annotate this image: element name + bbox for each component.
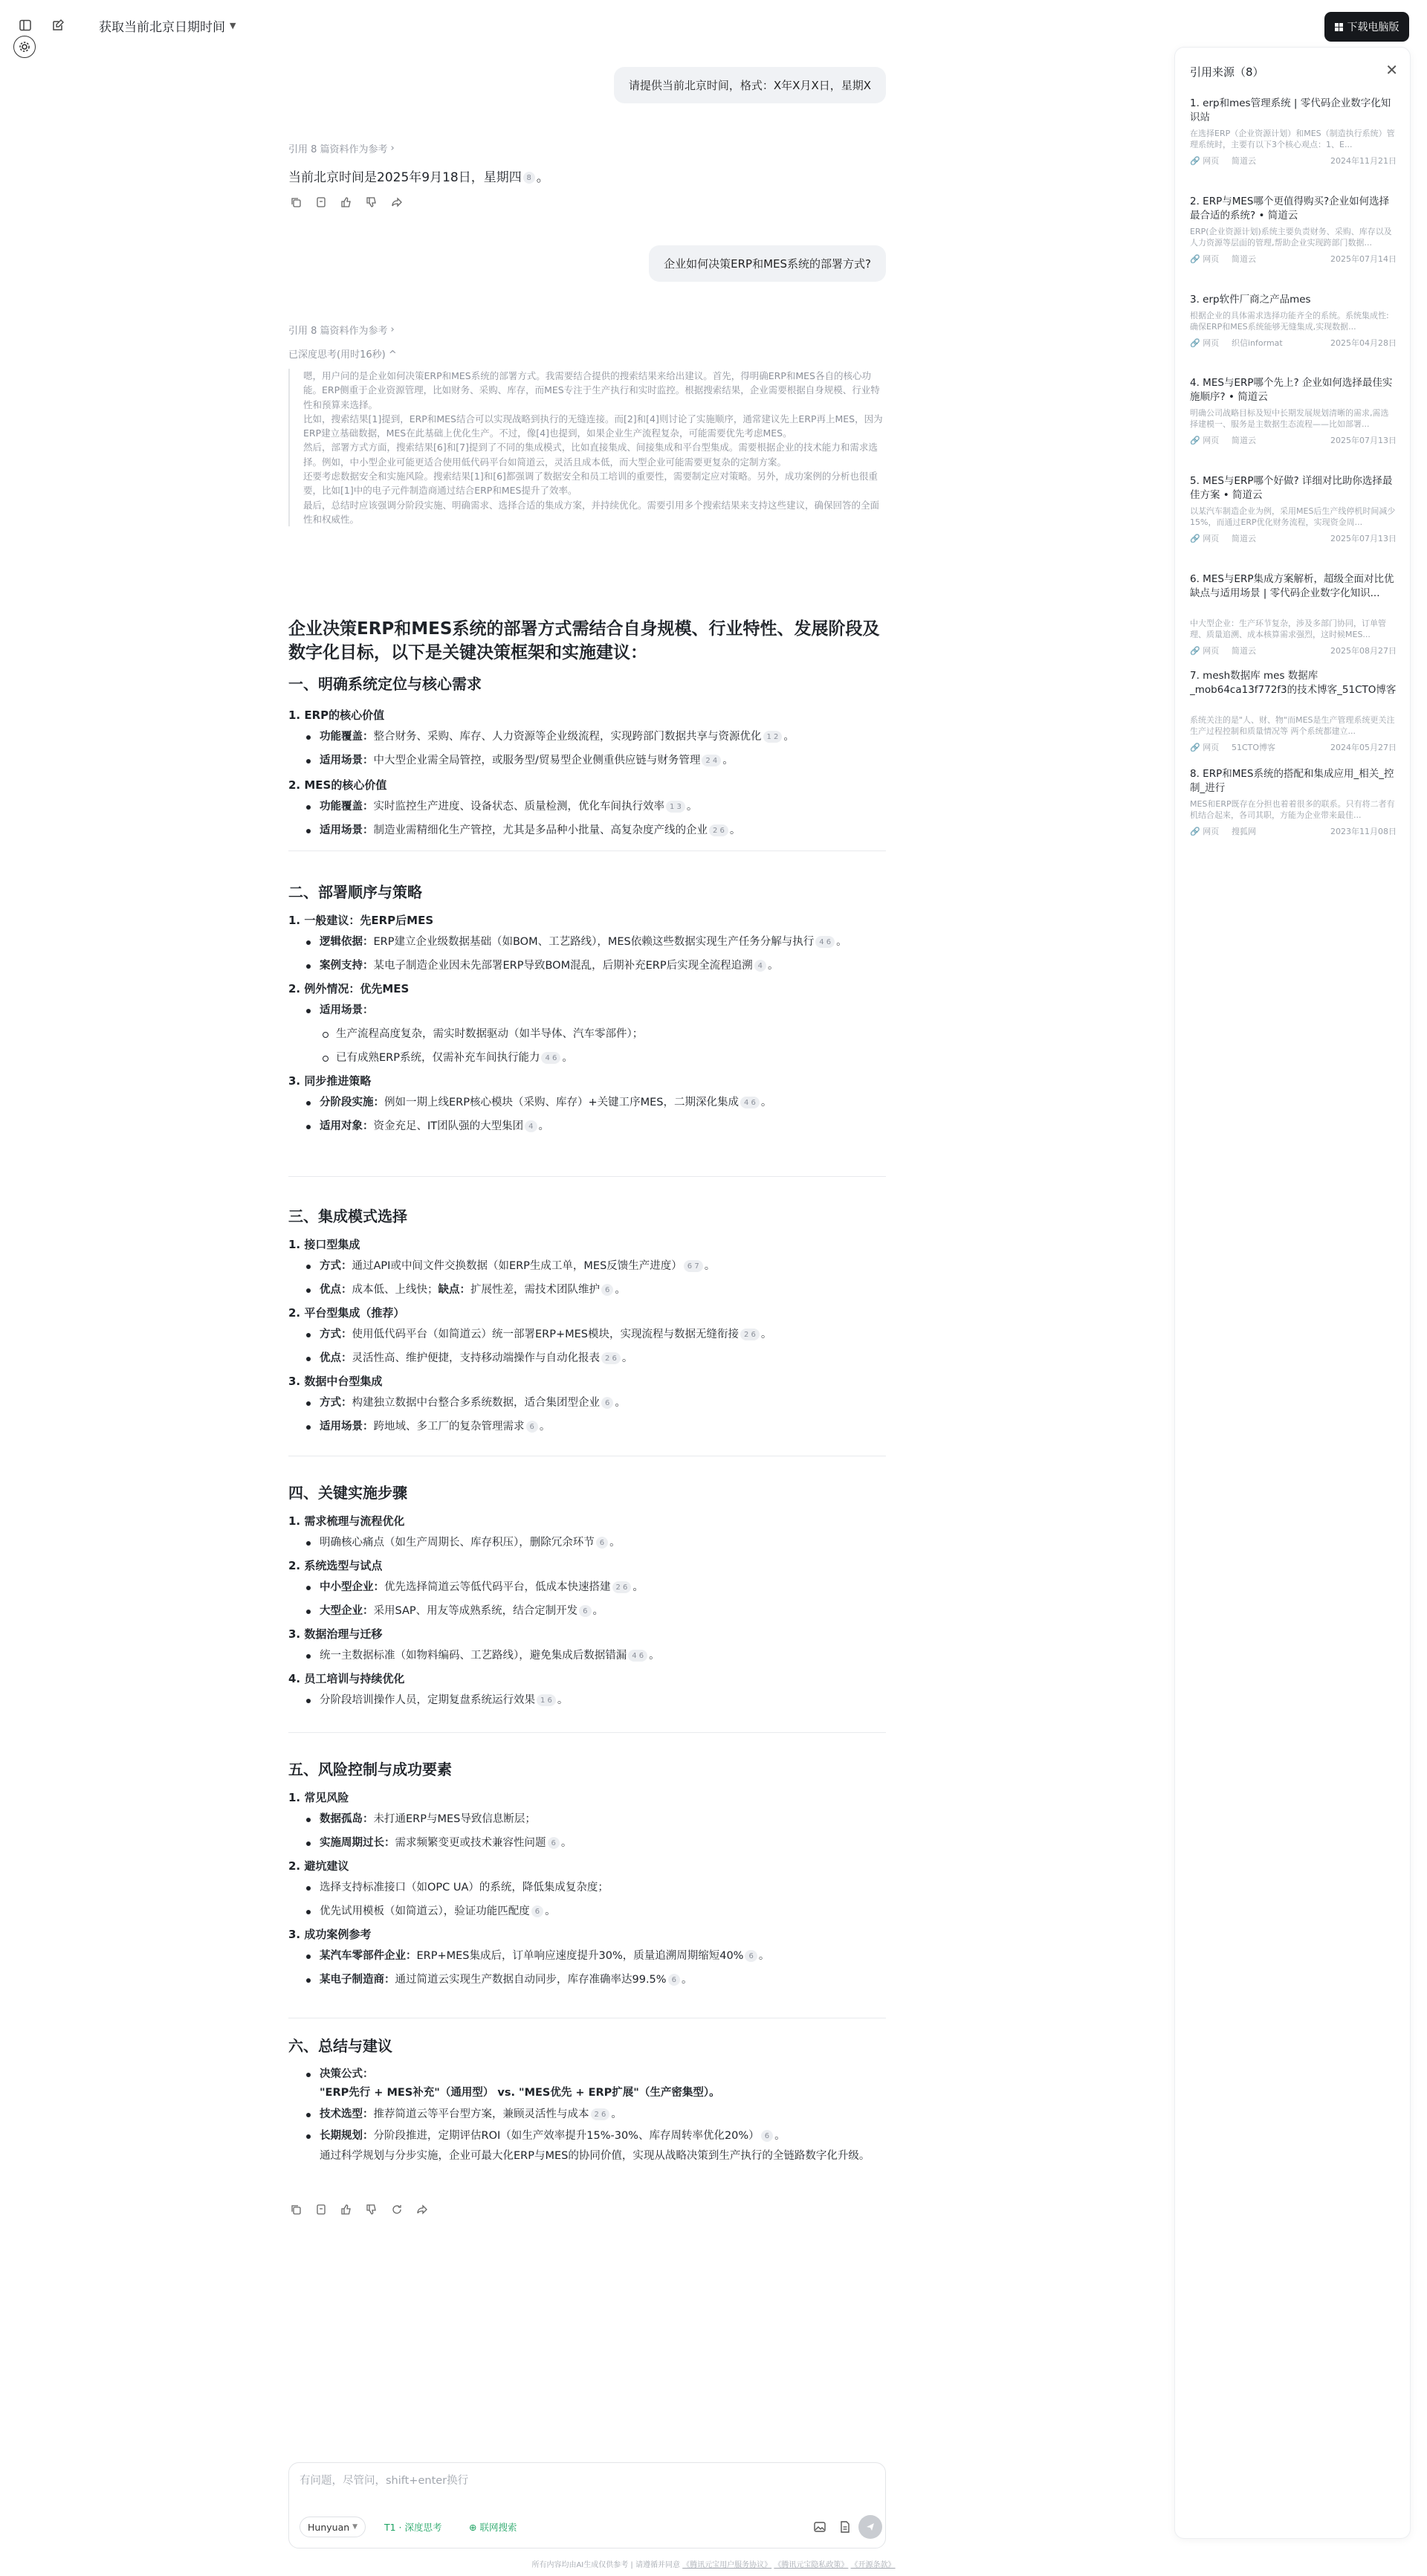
- thinking-content: [288, 369, 886, 526]
- list-item: 案例支持：某电子制造企业因未先部署ERP导致BOM混乱，后期补充ERP后实现全流程追溯 4 。: [288, 958, 886, 975]
- answer-1: 当前北京时间是2025年9月18日，星期四 8 。: [288, 170, 549, 185]
- source-meta: [1190, 741, 1397, 753]
- thinking-paragraph: 嗯，用户问的是企业如何决策ERP和MES系统的部署方式。我需要结合提供的搜索结果来给出建议。首先，得明确ERP和MES各自的核心功能。ERP侧重于企业资源管理，比如财务、采购、库存，而MES专注于生产执行和实时监控。根据搜索结果，企业需要根据自身规模、行业特性和预算来选择。: [303, 370, 880, 410]
- send-button[interactable]: [858, 2515, 882, 2539]
- link-icon: 🔗: [1190, 436, 1200, 445]
- deep-thinking-label: 已深度思考(用时16秒): [288, 349, 386, 361]
- thinking-paragraph: 最后，总结时应该强调分阶段实施、明确需求、选择合适的集成方案，并持续优化。需要引用多个搜索结果来支持这些建议，确保回答的全面性和权威性。: [303, 499, 880, 525]
- link-icon: 🔗: [1190, 338, 1200, 348]
- divider: [288, 850, 886, 851]
- share-icon[interactable]: [389, 195, 404, 210]
- item-label: 适用对象：: [320, 1120, 374, 1132]
- item-text: 某电子制造企业因未先部署ERP导致BOM混乱，后期补充ERP后实现全流程追溯: [373, 960, 753, 972]
- section-summary: [288, 2034, 886, 2165]
- source-item[interactable]: [1190, 97, 1397, 167]
- item-text: 分阶段推进，定期评估ROI（如生产效率提升15%-30%、库存周转率优化20%）: [373, 2130, 760, 2142]
- section-2: [288, 880, 886, 1135]
- item-text: 统一主数据标准（如物料编码、工艺路线），避免集成后数据错漏: [320, 1650, 627, 1662]
- web-search-label: 联网搜索: [479, 2522, 517, 2533]
- subsection-title: 4. 员工培训与持续优化: [288, 1672, 405, 1685]
- deep-think-toggle[interactable]: [377, 2517, 450, 2537]
- item-text: 构建独立数据中台整合多系统数据，适合集团型企业: [352, 1397, 600, 1409]
- source-site: 简道云: [1232, 534, 1256, 543]
- list-item: 实施周期过长：需求频繁变更或技术兼容性问题 6 。: [288, 1835, 886, 1852]
- citation-badge[interactable]: 2 4: [702, 755, 721, 766]
- citation-badge[interactable]: 4 6: [541, 1052, 560, 1064]
- divider: [288, 1176, 886, 1177]
- item-text: 分阶段培训操作人员，定期复盘系统运行效果: [320, 1694, 535, 1706]
- citation-badge[interactable]: 1 3: [666, 801, 685, 813]
- image-upload-icon[interactable]: [809, 2517, 830, 2537]
- source-snippet: 以某汽车制造企业为例，采用MES后生产线停机时间减少15%，而通过ERP优化财务流程，实现资金周...: [1190, 506, 1396, 527]
- list-item: 技术选型：推荐简道云等平台型方案，兼顾灵活性与成本 2 6 。: [288, 2106, 886, 2123]
- item-text: 选择支持标准接口（如OPC UA）的系统，降低集成复杂度；: [320, 1882, 609, 1894]
- source-item[interactable]: [1190, 669, 1397, 753]
- chevron-up-icon: ^: [388, 349, 397, 361]
- section-5: [288, 1757, 886, 1989]
- item-label: 某汽车零部件企业：: [320, 1950, 417, 1962]
- subsection-title: 3. 数据中台型集成: [288, 1375, 383, 1388]
- chat-input[interactable]: 有问题，尽管问，shift+enter换行: [300, 2475, 469, 2487]
- item-label: 技术选型：: [320, 2108, 374, 2120]
- list-item: 优先试用模板（如简道云），验证功能匹配度 6 。: [288, 1903, 886, 1920]
- source-site: 简道云: [1232, 254, 1256, 264]
- item-text: 成本低、上线快；: [352, 1284, 439, 1296]
- source-item[interactable]: [1190, 195, 1397, 265]
- subsection-title: 1. ERP的核心价值: [288, 708, 385, 722]
- source-title: 6. MES与ERP集成方案解析，超级全面对比优缺点与适用场景 | 零代码企业数字化知识...: [1190, 573, 1394, 599]
- source-meta: [1190, 155, 1397, 167]
- item-text: 推荐简道云等平台型方案，兼顾灵活性与成本: [373, 2108, 589, 2120]
- list-item: [288, 1811, 886, 1828]
- citation-badge[interactable]: 2 6: [591, 2108, 610, 2120]
- reference-count[interactable]: [288, 323, 395, 337]
- source-title: 2. ERP与MES哪个更值得购买?企业如何选择最合适的系统? • 简道云: [1190, 196, 1390, 222]
- item-label: 大型企业：: [320, 1605, 374, 1617]
- link-icon: 🔗: [1190, 254, 1200, 264]
- citation-badge[interactable]: 4 6: [815, 936, 835, 948]
- deep-think-label: T1 · 深度思考: [384, 2522, 442, 2533]
- source-title: 5. MES与ERP哪个好做? 详细对比助你选择最佳方案 • 简道云: [1190, 475, 1393, 501]
- source-item[interactable]: [1190, 293, 1397, 349]
- subsection-title: 3. 同步推进策略: [288, 1074, 372, 1088]
- download-label: 下载电脑版: [1347, 22, 1400, 33]
- list-item: 某汽车零部件企业：ERP+MES集成后，订单响应速度提升30%，质量追溯周期缩短40% 6 。: [288, 1948, 886, 1965]
- item-label: 优点：: [320, 1352, 352, 1364]
- citation-badge[interactable]: 6: [761, 2130, 773, 2142]
- item-label: 数据孤岛：: [320, 1813, 374, 1825]
- source-site: 简道云: [1232, 156, 1256, 166]
- new-chat-icon[interactable]: [48, 15, 68, 36]
- source-snippet: 明确公司战略目标及短中长期发展规划清晰的需求,需选择建模一、服务是主数据生态流程——比如部署...: [1190, 408, 1389, 429]
- footer-disclaimer: [0, 2558, 1427, 2569]
- item-text: 明确核心痛点（如生产周期长、库存积压），删除冗余环节: [320, 1537, 595, 1549]
- subsection-title: 2. 系统选型与试点: [288, 1559, 383, 1572]
- item-label: 分阶段实施：: [320, 1097, 384, 1108]
- list-item: 适用场景：制造业需精细化生产管控，尤其是多品种小批量、高复杂度产线的企业 2 6 。: [288, 822, 886, 839]
- subsection-title: 2. 例外情况：优先MES: [288, 982, 410, 995]
- source-type: 网页: [1203, 743, 1220, 752]
- item-label: 方式：: [320, 1260, 352, 1272]
- source-site: 搜狐网: [1232, 827, 1256, 836]
- item-text: 通过简道云实现生产数据自动同步，库存准确率达99.5%: [395, 1974, 667, 1986]
- user-message-text: 企业如何决策ERP和MES系统的部署方式?: [664, 257, 871, 271]
- item-text: 整合财务、采购、库存、人力资源等企业级流程，实现跨部门数据共享与资源优化: [373, 731, 762, 743]
- chevron-right-icon: ›: [390, 143, 395, 154]
- chevron-right-icon: ›: [390, 324, 395, 335]
- item-label: 中小型企业：: [320, 1581, 384, 1593]
- list-item: 分阶段培训操作人员，定期复盘系统运行效果 1 6 。: [288, 1692, 886, 1709]
- download-desktop-button[interactable]: [1324, 12, 1409, 42]
- section-title: 六、总结与建议: [288, 2037, 392, 2055]
- subsection-title: 1. 需求梳理与流程优化: [288, 1514, 405, 1528]
- sources-title: 引用来源（8）: [1190, 65, 1264, 79]
- source-meta: [1190, 645, 1397, 656]
- citation-badge[interactable]: 6: [601, 1397, 613, 1409]
- list-item: 某电子制造商：通过简道云实现生产数据自动同步，库存准确率达99.5% 6 。: [288, 1972, 886, 1989]
- item-text: 生产流程高度复杂，需实时数据驱动（如半导体、汽车零部件）；: [336, 1028, 644, 1040]
- source-date: 2024年05月27日: [1330, 743, 1397, 752]
- file-upload-icon[interactable]: [835, 2517, 855, 2537]
- deep-thinking-toggle[interactable]: [288, 346, 397, 361]
- source-type: 网页: [1203, 534, 1220, 543]
- item-text: 采用SAP、用友等成熟系统，结合定制开发: [373, 1605, 578, 1617]
- source-meta: [1190, 337, 1397, 349]
- model-label: Hunyuan: [308, 2521, 350, 2533]
- source-item[interactable]: [1190, 767, 1397, 837]
- list-item: [288, 2066, 886, 2083]
- section-title: 三、集成模式选择: [288, 1207, 407, 1225]
- item-text: 扩展性差，需技术团队维护: [470, 1284, 600, 1296]
- list-item: [288, 1879, 886, 1897]
- section-3: [288, 1204, 886, 1436]
- source-snippet: 根据企业的具体需求选择功能齐全的系统。系统集成性:确保ERP和MES系统能够无缝集成,实现数据...: [1190, 311, 1389, 332]
- citation-badge[interactable]: 6: [526, 1421, 538, 1433]
- list-item: 大型企业：采用SAP、用友等成熟系统，结合定制开发 6 。: [288, 1603, 886, 1620]
- source-type: 网页: [1203, 156, 1220, 166]
- source-date: 2024年11月21日: [1330, 156, 1397, 166]
- item-text: 需求频繁变更或技术兼容性问题: [395, 1837, 546, 1849]
- source-site: 简道云: [1232, 646, 1256, 656]
- section-4: [288, 1481, 886, 1709]
- list-item: 逻辑依据：ERP建立企业级数据基础（如BOM、工艺路线），MES依赖这些数据实现生产任务分解与执行 4 6 。: [288, 934, 886, 951]
- source-meta: [1190, 532, 1397, 544]
- thinking-paragraph: 比如，搜索结果[1]提到，ERP和MES结合可以实现战略到执行的无缝连接。而[2]和[4]则讨论了实施顺序，通常建议先上ERP再上MES，因为ERP建立基础数据，MES在此基础上优化生产。不过，像[4]也提到，如果企业生产流程复杂，可能需要优先考虑MES。: [303, 413, 883, 439]
- list-item: 长期规划：分阶段推进，定期评估ROI（如生产效率提升15%-30%、库存周转率优化20%） 6 。: [288, 2128, 886, 2145]
- bookmark-icon[interactable]: [314, 2202, 329, 2217]
- item-label: 功能覆盖：: [320, 731, 374, 743]
- list-item: 适用场景：跨地域、多工厂的复杂管理需求 6 。: [288, 1418, 886, 1436]
- section-title: 一、明确系统定位与核心需求: [288, 675, 482, 693]
- item-label: 方式：: [320, 1329, 352, 1340]
- user-message-text: 请提供当前北京时间，格式：X年X月X日，星期X: [628, 79, 871, 92]
- source-site: 简道云: [1232, 436, 1256, 445]
- source-date: 2025年08月27日: [1330, 646, 1397, 656]
- list-item: 方式：使用低代码平台（如简道云）统一部署ERP+MES模块，实现流程与数据无缝衔接 2 6 。: [288, 1326, 886, 1343]
- item-text: 通过API或中间文件交换数据（如ERP生成工单，MES反馈生产进度）: [352, 1260, 682, 1272]
- divider: [288, 1732, 886, 1733]
- source-title: 7. mesh数据库 mes 数据库_mob64ca13f772f3的技术博客_51CTO博客: [1190, 670, 1397, 696]
- citation-badge[interactable]: 4: [525, 1120, 537, 1132]
- citation-badge[interactable]: 6: [596, 1537, 608, 1549]
- list-item: 明确核心痛点（如生产周期长、库存积压），删除冗余环节 6 。: [288, 1534, 886, 1552]
- citation-badge[interactable]: 4 6: [740, 1097, 760, 1108]
- link-icon: 🔗: [1190, 827, 1200, 836]
- subsection-title: 3. 数据治理与迁移: [288, 1627, 383, 1641]
- citation-badge[interactable]: 1 2: [763, 731, 783, 743]
- list-item: 方式：构建独立数据中台整合多系统数据，适合集团型企业 6 。: [288, 1395, 886, 1412]
- model-selector[interactable]: [300, 2517, 366, 2537]
- section-title: 四、关键实施步骤: [288, 1484, 407, 1502]
- item-label: 适用场景：: [320, 755, 374, 766]
- list-item: 功能覆盖：整合财务、采购、库存、人力资源等企业级流程，实现跨部门数据共享与资源优化 1 2 。: [288, 729, 886, 746]
- item-text: 使用低代码平台（如简道云）统一部署ERP+MES模块，实现流程与数据无缝衔接: [352, 1329, 740, 1340]
- nested-list-item: 已有成熟ERP系统，仅需补充车间执行能力 4 6 。: [288, 1050, 886, 1067]
- item-label: 决策公式：: [320, 2068, 374, 2080]
- subsection-title: 1. 接口型集成: [288, 1238, 360, 1251]
- item-text: 优先选择简道云等低代码平台，低成本快速搭建: [384, 1581, 611, 1593]
- link-icon: 🔗: [1190, 646, 1200, 656]
- answer-2-actions: [288, 2202, 430, 2217]
- answer-1-actions: [288, 195, 404, 210]
- item-label: 案例支持：: [320, 960, 374, 972]
- chat-input-box[interactable]: [288, 2462, 886, 2548]
- decision-formula: "ERP先行 + MES补充"（通用型） vs. "MES优先 + ERP扩展"（生产密集型）。: [320, 2087, 720, 2099]
- citation-badge[interactable]: 6 7: [684, 1260, 703, 1272]
- source-title: 3. erp软件厂商之产品mes: [1190, 294, 1311, 306]
- item-text: 跨地域、多工厂的复杂管理需求: [373, 1421, 525, 1433]
- thinking-paragraph: 还要考虑数据安全和实施风险。搜索结果[1]和[6]都强调了数据安全和员工培训的重要性，需要制定应对策略。另外，成功案例的分析也很重要，比如[1]中的电子元件制造商通过结合ERP和MES提升了效率。: [303, 471, 878, 497]
- source-date: 2025年04月28日: [1330, 338, 1397, 348]
- regenerate-icon[interactable]: [389, 2202, 404, 2217]
- citation-badge[interactable]: 6: [745, 1950, 757, 1962]
- item-label: 功能覆盖：: [320, 801, 374, 813]
- citation-badge[interactable]: 2 6: [740, 1329, 760, 1340]
- source-snippet: ERP(企业资源计划)系统主要负责财务、采购、库存以及人力资源等层面的管理,帮助企业实现跨部门数据...: [1190, 227, 1392, 248]
- item-text: 制造业需精细化生产管控，尤其是多品种小批量、高复杂度产线的企业: [373, 824, 708, 836]
- item-label: 某电子制造商：: [320, 1974, 395, 1986]
- source-meta: [1190, 825, 1397, 837]
- citation-badge[interactable]: 6: [579, 1605, 591, 1617]
- nested-list-item: [288, 1026, 886, 1043]
- chevron-down-icon: ▼: [230, 21, 236, 30]
- citation-badge[interactable]: 1 6: [537, 1694, 556, 1706]
- item-text: 优先试用模板（如简道云），验证功能匹配度: [320, 1905, 530, 1917]
- source-title: 1. erp和mes管理系统 | 零代码企业数字化知识站: [1190, 97, 1391, 123]
- citation-badge[interactable]: 2 6: [612, 1581, 632, 1593]
- sidebar-toggle-icon[interactable]: [15, 15, 36, 36]
- citation-badge[interactable]: 8: [523, 172, 535, 184]
- list-item: 统一主数据标准（如物料编码、工艺路线），避免集成后数据错漏 4 6 。: [288, 1647, 886, 1665]
- source-type: 网页: [1203, 338, 1220, 348]
- list-item: [288, 1002, 886, 1019]
- source-date: 2025年07月14日: [1330, 254, 1397, 264]
- windows-icon: [1335, 23, 1343, 31]
- item-label: 逻辑依据：: [320, 936, 374, 948]
- link-icon: 🔗: [1190, 534, 1200, 543]
- item-text: 未打通ERP与MES导致信息断层；: [373, 1813, 536, 1825]
- list-item: 适用对象：资金充足、IT团队强的大型集团 4 。: [288, 1118, 886, 1135]
- item-text: ERP建立企业级数据基础（如BOM、工艺路线），MES依赖这些数据实现生产任务分解与执行: [373, 936, 815, 948]
- source-snippet: 在选择ERP（企业资源计划）和MES（制造执行系统）管理系统时，主要有以下3个核心观点：1、E...: [1190, 129, 1395, 149]
- reference-count[interactable]: [288, 141, 395, 155]
- citation-badge[interactable]: 2 6: [709, 824, 728, 836]
- source-meta: [1190, 253, 1397, 265]
- item-text: ERP+MES集成后，订单响应速度提升30%，质量追溯周期缩短40%: [416, 1950, 744, 1962]
- source-type: 网页: [1203, 254, 1220, 264]
- close-icon[interactable]: ✕: [1385, 61, 1398, 79]
- citation-badge[interactable]: 6: [548, 1837, 560, 1849]
- source-date: 2023年11月08日: [1330, 827, 1397, 836]
- subsection-title: 3. 成功案例参考: [288, 1928, 372, 1941]
- list-item: 中小型企业：优先选择简道云等低代码平台，低成本快速搭建 2 6 。: [288, 1579, 886, 1596]
- link-icon: 🔗: [1190, 156, 1200, 166]
- subsection-title: 1. 常见风险: [288, 1791, 349, 1804]
- list-item: 优点：灵活性高、维护便捷，支持移动端操作与自动化报表 2 6 。: [288, 1350, 886, 1367]
- item-label: 适用场景：: [320, 824, 374, 836]
- section-1: [288, 672, 886, 839]
- footer-text: 所有内容均由AI生成仅供参考 | 请遵循并同意: [531, 2561, 680, 2569]
- subsection-title: 1. 一般建议：先ERP后MES: [288, 914, 434, 927]
- source-snippet: 系统关注的是"人、财、物"而MES是生产管理系统更关注生产过程控制和质量情况等 两个系统都建立...: [1190, 715, 1395, 736]
- citation-badge[interactable]: 2 6: [601, 1352, 621, 1364]
- item-label: 适用场景：: [320, 1004, 374, 1016]
- chat-title[interactable]: [99, 16, 236, 35]
- item-text: 实时监控生产进度、设备状态、质量检测，优化车间执行效率: [373, 801, 664, 813]
- share-icon[interactable]: [415, 2202, 430, 2217]
- item-text: 中大型企业需全局管控，或服务型/贸易型企业侧重供应链与财务管理: [373, 755, 701, 766]
- section-title: 五、风险控制与成功要素: [288, 1760, 452, 1778]
- closing-text: 通过科学规划与分步实施，企业可最大化ERP与MES的协同价值，实现从战略决策到生产执行的全链路数字化升级。: [320, 2150, 870, 2162]
- subsection-title: 2. 避坑建议: [288, 1859, 349, 1873]
- user-message-1: [614, 67, 886, 103]
- list-item: 功能覆盖：实时监控生产进度、设备状态、质量检测，优化车间执行效率 1 3 。: [288, 798, 886, 816]
- source-item[interactable]: [1190, 572, 1397, 656]
- reference-label: 引用 8 篇资料作为参考: [288, 326, 388, 337]
- item-label: 长期规划：: [320, 2130, 374, 2142]
- source-site: 51CTO博客: [1232, 743, 1276, 752]
- source-site: 织信informat: [1232, 338, 1283, 348]
- item-label: 方式：: [320, 1397, 352, 1409]
- chat-title-label: 获取当前北京日期时间: [99, 20, 225, 35]
- list-item: 适用场景：中大型企业需全局管控，或服务型/贸易型企业侧重供应链与财务管理 2 4 。: [288, 752, 886, 769]
- copy-icon[interactable]: [288, 195, 303, 210]
- item-label: 实施周期过长：: [320, 1837, 395, 1849]
- open-source-link[interactable]: 《开源条款》: [850, 2561, 896, 2569]
- source-date: 2025年07月13日: [1330, 534, 1397, 543]
- citation-badge[interactable]: 6: [668, 1974, 680, 1986]
- subsection-title: 2. 平台型集成（推荐）: [288, 1306, 405, 1320]
- privacy-link[interactable]: 《腾讯元宝隐私政策》: [774, 2561, 849, 2569]
- thumbs-down-icon[interactable]: [364, 2202, 379, 2217]
- bookmark-icon[interactable]: [314, 195, 329, 210]
- answer-title: 企业决策ERP和MES系统的部署方式需结合自身规模、行业特性、发展阶段及数字化目标，以下是关键决策框架和实施建议：: [288, 619, 880, 662]
- list-item: 优点：成本低、上线快；缺点：扩展性差，需技术团队维护 6 。: [288, 1282, 886, 1299]
- item-label: 缺点：: [438, 1284, 470, 1296]
- item-label: 优点：: [320, 1284, 352, 1296]
- sources-panel: [1175, 48, 1410, 2538]
- item-text: 例如一期上线ERP核心模块（采购、库存）+关键工序MES，二期深化集成: [384, 1097, 740, 1108]
- item-label: 适用场景：: [320, 1421, 374, 1433]
- source-type: 网页: [1203, 646, 1220, 656]
- thumbs-up-icon[interactable]: [339, 195, 354, 210]
- chevron-down-icon: ▼: [352, 2523, 358, 2531]
- source-title: 4. MES与ERP哪个先上? 企业如何选择最佳实施顺序? • 简道云: [1190, 377, 1393, 403]
- citation-badge[interactable]: 4: [754, 960, 766, 972]
- source-date: 2025年07月13日: [1330, 436, 1397, 445]
- globe-icon: ⊕: [469, 2521, 477, 2533]
- source-title: 8. ERP和MES系统的搭配和集成应用_相关_控制_进行: [1190, 768, 1394, 794]
- reference-label: 引用 8 篇资料作为参考: [288, 144, 388, 155]
- answer-1-text: 当前北京时间是2025年9月18日，星期四: [288, 170, 522, 185]
- list-item: 分阶段实施：例如一期上线ERP核心模块（采购、库存）+关键工序MES，二期深化集成 4 6 。: [288, 1094, 886, 1111]
- source-item[interactable]: [1190, 376, 1397, 446]
- item-text: 灵活性高、维护便捷，支持移动端操作与自动化报表: [352, 1352, 600, 1364]
- thumbs-up-icon[interactable]: [339, 2202, 354, 2217]
- item-text: 资金充足、IT团队强的大型集团: [373, 1120, 524, 1132]
- user-message-2: [649, 245, 886, 282]
- source-snippet: MES和ERP既存在分担也着着很多的联系。只有将二者有机结合起来，各司其职，方能为企业带来最佳...: [1190, 799, 1395, 820]
- settings-icon[interactable]: [13, 36, 36, 58]
- citation-badge[interactable]: 4 6: [628, 1650, 647, 1662]
- subsection-title: 2. MES的核心价值: [288, 778, 387, 792]
- citation-badge[interactable]: 6: [531, 1905, 543, 1917]
- thumbs-down-icon[interactable]: [364, 195, 379, 210]
- citation-badge[interactable]: 6: [601, 1284, 613, 1296]
- source-type: 网页: [1203, 827, 1220, 836]
- thinking-paragraph: 然后，部署方式方面，搜索结果[6]和[7]提到了不同的集成模式，比如直接集成、间接集成和平台型集成。需要根据企业的技术能力和需求选择。例如，中小型企业可能更适合使用低代码平台如简道云，灵活且成本低，而大型企业可能需要更复杂的定制方案。: [303, 442, 878, 468]
- source-type: 网页: [1203, 436, 1220, 445]
- item-text: 已有成熟ERP系统，仅需补充车间执行能力: [336, 1052, 540, 1064]
- source-meta: [1190, 434, 1397, 446]
- web-search-toggle[interactable]: [462, 2517, 525, 2537]
- terms-link[interactable]: 《腾讯元宝用户服务协议》: [682, 2561, 772, 2569]
- source-snippet: 中大型企业：生产环节复杂，涉及多部门协同，订单管理、质量追溯、成本核算需求强烈，这时候MES...: [1190, 619, 1386, 639]
- section-title: 二、部署顺序与策略: [288, 883, 422, 901]
- source-item[interactable]: [1190, 474, 1397, 544]
- copy-icon[interactable]: [288, 2202, 303, 2217]
- link-icon: 🔗: [1190, 743, 1200, 752]
- list-item: 方式：通过API或中间文件交换数据（如ERP生成工单，MES反馈生产进度） 6 7 。: [288, 1258, 886, 1275]
